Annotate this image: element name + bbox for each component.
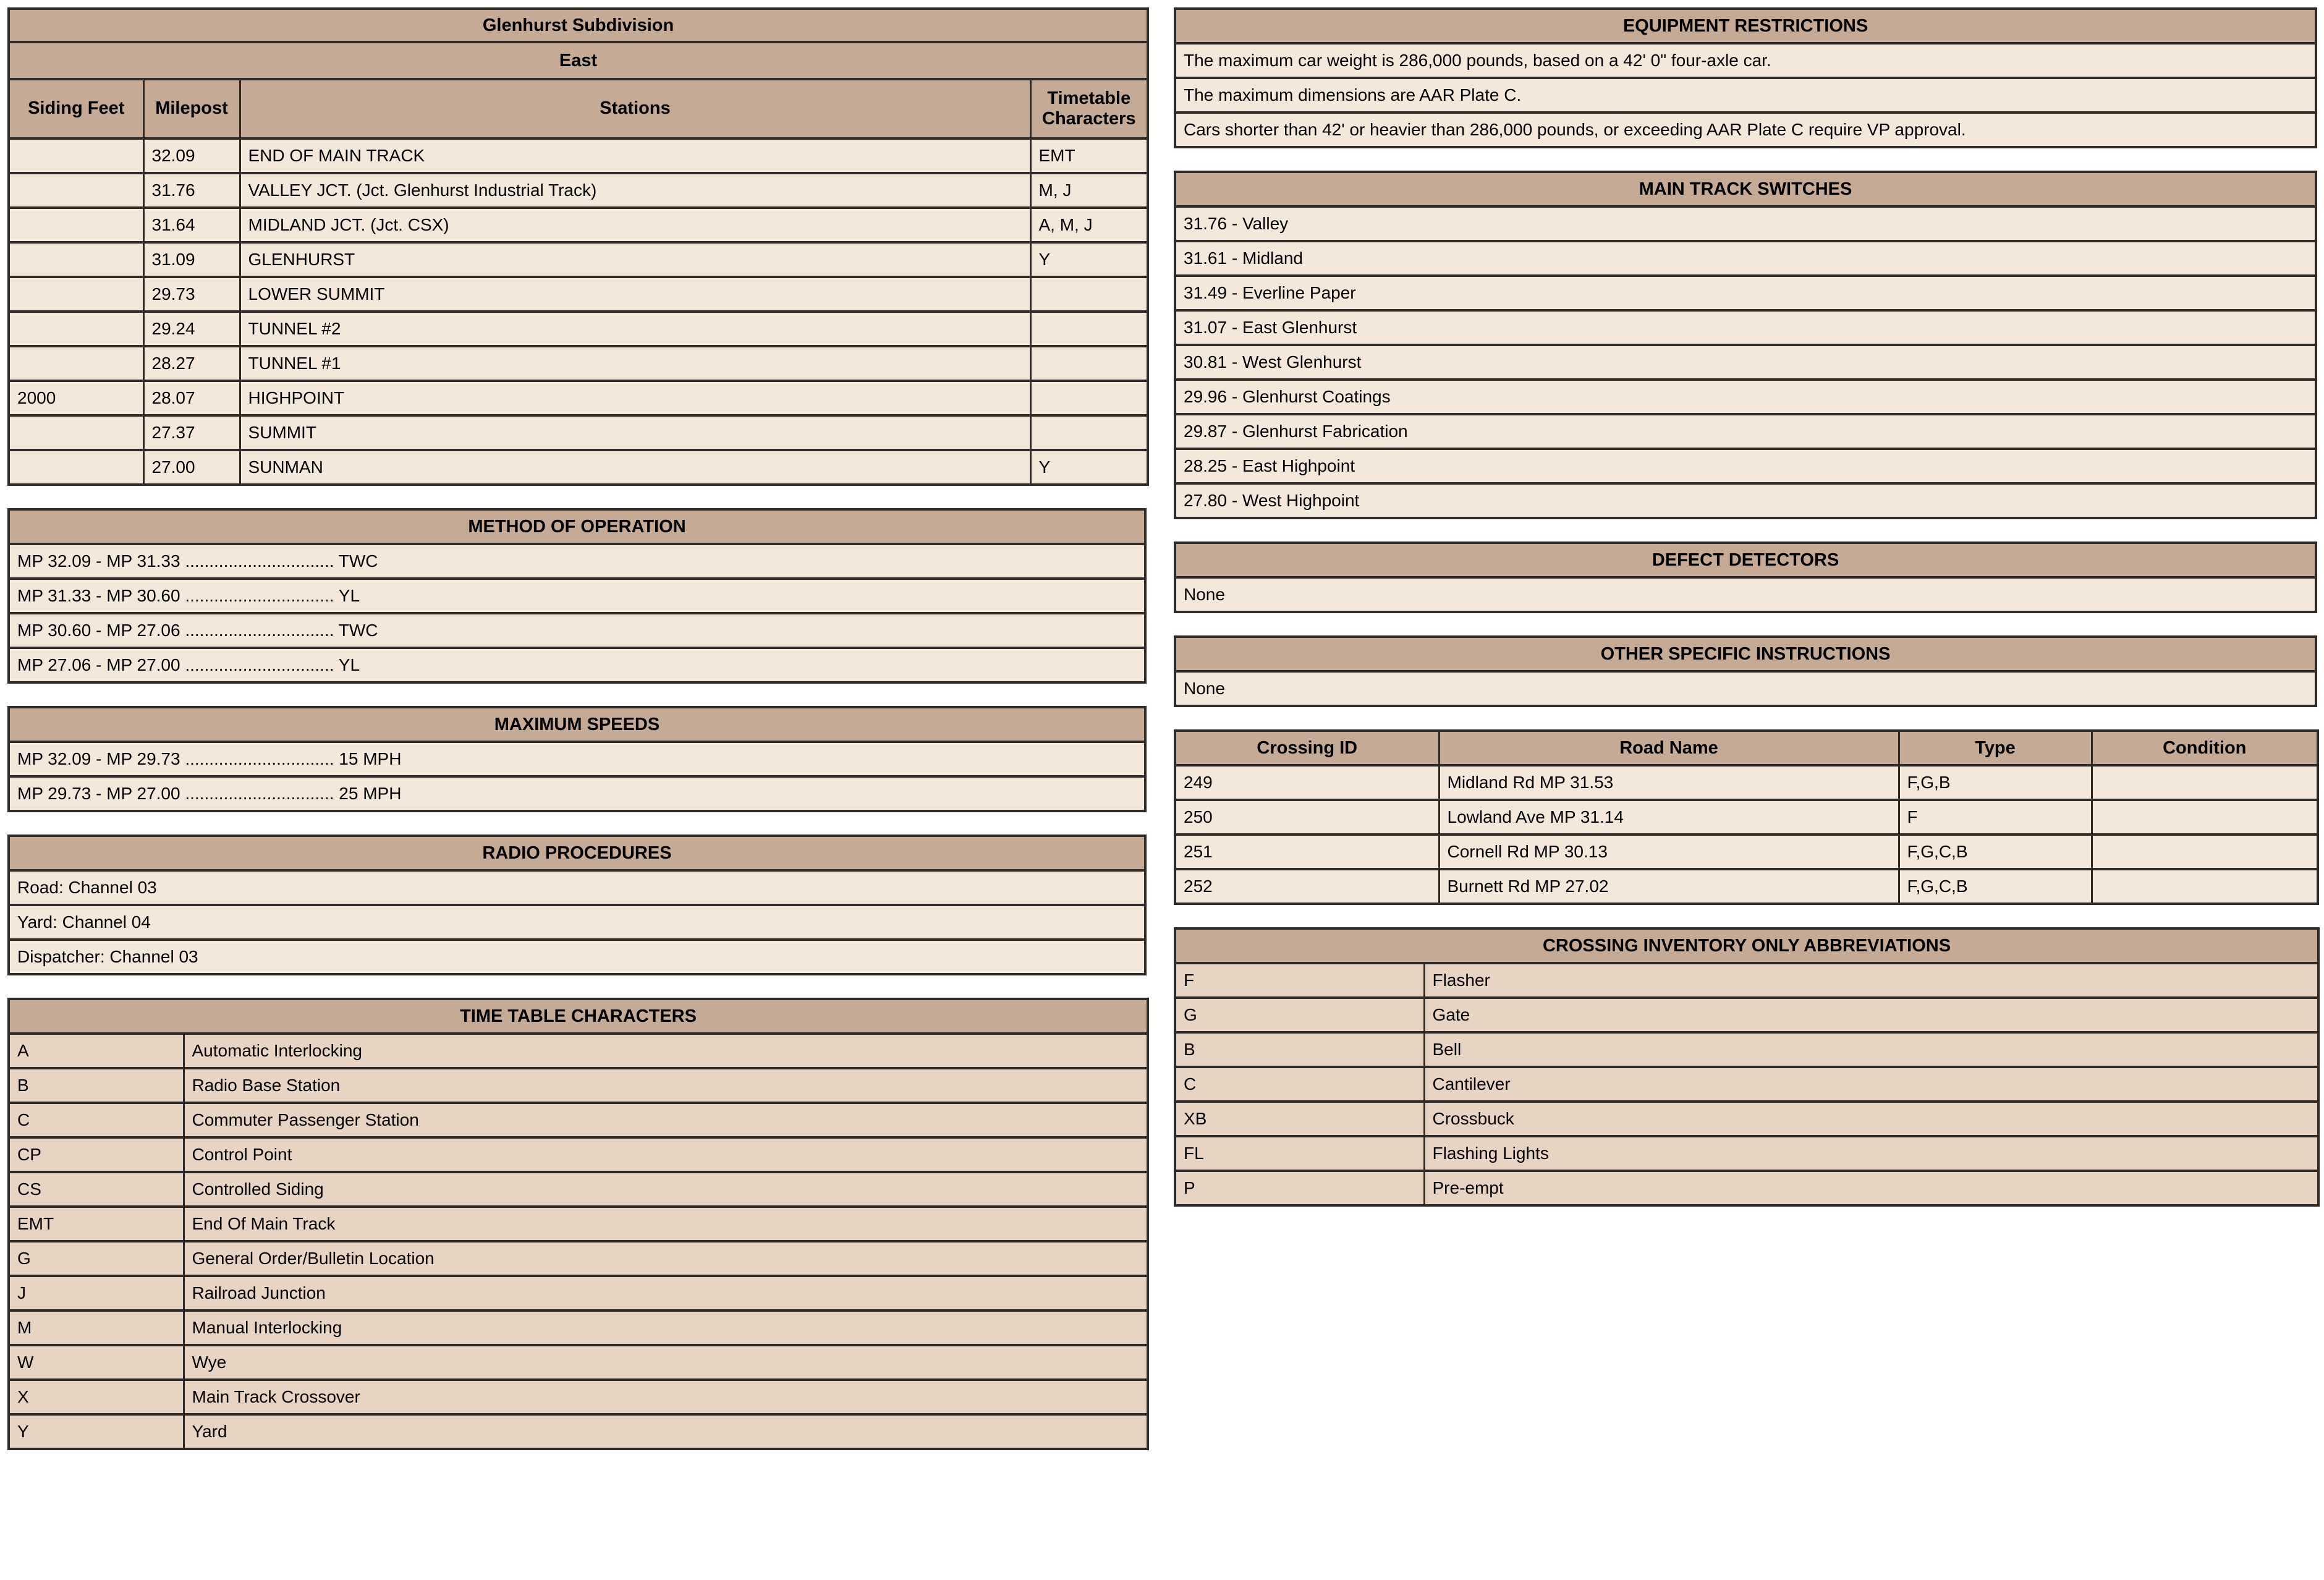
maximum-speed-text: MP 32.09 - MP 29.73 ............................... 15 MPH [9,742,1145,776]
siding-feet-cell [9,415,143,450]
equipment-restriction-text: The maximum car weight is 286,000 pounds, based on a 42' 0" four-axle car. [1175,43,2316,78]
radio-procedure-row [9,870,1145,905]
section-title: EQUIPMENT RESTRICTIONS [1175,9,2316,43]
other-specific-instructions-table [1174,635,2317,707]
milepost-cell: 28.07 [143,381,240,415]
method-of-operation-text: MP 32.09 - MP 31.33 ............................... TWC [9,544,1145,579]
timetable-characters-table [7,998,1149,1450]
station-cell: LOWER SUMMIT [240,277,1030,312]
timetable-character-row [9,1207,1148,1241]
milepost-cell: 29.73 [143,277,240,312]
section-header-row [1175,928,2318,963]
siding-feet-cell [9,242,143,277]
method-of-operation-row [9,544,1145,579]
main-track-switch-row [1175,206,2316,241]
siding-feet-cell: 2000 [9,381,143,415]
character-code-cell: X [9,1380,184,1414]
character-code-cell: C [9,1103,184,1137]
character-meaning-cell: Control Point [184,1137,1148,1172]
station-row [9,173,1148,208]
equipment-restriction-row [1175,43,2316,78]
section-header-row [1175,172,2316,206]
station-row [9,381,1148,415]
road-name-cell: Burnett Rd MP 27.02 [1439,869,1899,904]
crossing-row [1175,765,2318,800]
station-row [9,277,1148,312]
main-track-switch-row [1175,241,2316,276]
station-row [9,242,1148,277]
crossing-type-cell: F,G,C,B [1899,835,2092,869]
abbreviation-code-cell: C [1175,1067,1424,1102]
station-cell: SUMMIT [240,415,1030,450]
abbreviation-meaning-cell: Cantilever [1424,1067,2318,1102]
main-track-switch-row [1175,449,2316,483]
milepost-header: Milepost [143,79,240,138]
equipment-restriction-row [1175,113,2316,147]
method-of-operation-table [7,508,1147,684]
character-code-cell: CP [9,1137,184,1172]
section-header-row [9,707,1145,742]
timetable-character-row [9,1034,1148,1068]
crossing-id-cell: 251 [1175,835,1439,869]
station-cell: HIGHPOINT [240,381,1030,415]
milepost-cell: 27.37 [143,415,240,450]
timetable-characters-cell [1030,415,1148,450]
timetable-character-row [9,1310,1148,1345]
section-header-row [1175,543,2316,577]
crossing-abbreviation-row [1175,1032,2318,1067]
abbreviation-meaning-cell: Pre-empt [1424,1171,2318,1205]
main-track-switch-text: 31.07 - East Glenhurst [1175,310,2316,345]
milepost-cell: 27.00 [143,450,240,485]
character-meaning-cell: Wye [184,1345,1148,1380]
siding-feet-header: Siding Feet [9,79,143,138]
section-title: METHOD OF OPERATION [9,509,1145,544]
main-track-switch-text: 28.25 - East Highpoint [1175,449,2316,483]
radio-procedures-table [7,835,1147,975]
station-cell: TUNNEL #2 [240,312,1030,346]
character-code-cell: M [9,1310,184,1345]
stations-table [7,7,1149,486]
main-track-switch-text: 31.49 - Everline Paper [1175,276,2316,310]
crossing-abbreviation-row [1175,1102,2318,1136]
character-code-cell: W [9,1345,184,1380]
timetable-characters-cell: EMT [1030,138,1148,173]
abbreviation-code-cell: XB [1175,1102,1424,1136]
section-title: OTHER SPECIFIC INSTRUCTIONS [1175,637,2316,671]
abbreviation-meaning-cell: Flasher [1424,963,2318,998]
crossing-condition-cell [2092,835,2318,869]
character-meaning-cell: Commuter Passenger Station [184,1103,1148,1137]
crossing-type-cell: F,G,B [1899,765,2092,800]
abbreviation-meaning-cell: Gate [1424,998,2318,1032]
character-meaning-cell: Railroad Junction [184,1276,1148,1310]
abbreviation-code-cell: F [1175,963,1424,998]
section-title: TIME TABLE CHARACTERS [9,999,1148,1034]
siding-feet-cell [9,173,143,208]
section-header-row [1175,9,2316,43]
main-track-switch-text: 31.61 - Midland [1175,241,2316,276]
crossing-id-header: Crossing ID [1175,731,1439,765]
road-name-cell: Lowland Ave MP 31.14 [1439,800,1899,835]
abbreviation-code-cell: B [1175,1032,1424,1067]
main-track-switch-row [1175,310,2316,345]
main-track-switch-row [1175,345,2316,380]
timetable-character-row [9,1103,1148,1137]
main-track-switch-row [1175,414,2316,449]
abbreviation-meaning-cell: Crossbuck [1424,1102,2318,1136]
crossing-type-cell: F,G,C,B [1899,869,2092,904]
station-cell: END OF MAIN TRACK [240,138,1030,173]
crossing-abbreviations-table [1174,927,2320,1207]
timetable-character-row [9,1137,1148,1172]
other-instruction-row [1175,671,2316,706]
timetable-character-row [9,1345,1148,1380]
main-track-switch-text: 30.81 - West Glenhurst [1175,345,2316,380]
character-code-cell: B [9,1068,184,1103]
milepost-cell: 31.09 [143,242,240,277]
timetable-characters-cell [1030,381,1148,415]
road-name-header: Road Name [1439,731,1899,765]
timetable-character-row [9,1068,1148,1103]
radio-procedure-text: Dispatcher: Channel 03 [9,940,1145,974]
radio-procedure-row [9,940,1145,974]
defect-detector-text: None [1175,577,2316,612]
abbreviation-code-cell: G [1175,998,1424,1032]
timetable-character-row [9,1172,1148,1207]
main-track-switches-table [1174,171,2317,519]
abbreviation-meaning-cell: Flashing Lights [1424,1136,2318,1171]
stations-header: Stations [240,79,1030,138]
crossing-abbreviation-row [1175,963,2318,998]
station-cell: MIDLAND JCT. (Jct. CSX) [240,208,1030,242]
type-header: Type [1899,731,2092,765]
crossing-abbreviation-row [1175,998,2318,1032]
siding-feet-cell [9,277,143,312]
crossing-type-cell: F [1899,800,2092,835]
section-header-row [9,509,1145,544]
section-header-row [1175,637,2316,671]
radio-procedure-text: Yard: Channel 04 [9,905,1145,940]
crossing-condition-cell [2092,869,2318,904]
station-cell: GLENHURST [240,242,1030,277]
method-of-operation-row [9,613,1145,648]
siding-feet-cell [9,450,143,485]
subdivision-title-row [9,9,1148,42]
direction-row [9,42,1148,79]
road-name-cell: Midland Rd MP 31.53 [1439,765,1899,800]
character-meaning-cell: Controlled Siding [184,1172,1148,1207]
timetable-character-row [9,1241,1148,1276]
section-header-row [9,836,1145,870]
station-row [9,138,1148,173]
method-of-operation-text: MP 30.60 - MP 27.06 ............................... TWC [9,613,1145,648]
left-column [7,7,1147,1472]
character-code-cell: A [9,1034,184,1068]
character-meaning-cell: Automatic Interlocking [184,1034,1148,1068]
equipment-restriction-text: The maximum dimensions are AAR Plate C. [1175,78,2316,113]
main-track-switch-row [1175,380,2316,414]
station-row [9,312,1148,346]
main-track-switch-text: 31.76 - Valley [1175,206,2316,241]
defect-detector-row [1175,577,2316,612]
timetable-characters-cell [1030,346,1148,381]
abbreviation-meaning-cell: Bell [1424,1032,2318,1067]
crossing-row [1175,869,2318,904]
character-code-cell: CS [9,1172,184,1207]
character-meaning-cell: End Of Main Track [184,1207,1148,1241]
main-track-switch-row [1175,276,2316,310]
equipment-restrictions-table [1174,7,2317,148]
radio-procedure-text: Road: Channel 03 [9,870,1145,905]
method-of-operation-text: MP 27.06 - MP 27.00 ............................... YL [9,648,1145,682]
station-cell: VALLEY JCT. (Jct. Glenhurst Industrial Track) [240,173,1030,208]
direction-label: East [9,42,1148,79]
station-row [9,208,1148,242]
character-code-cell: Y [9,1414,184,1449]
crossing-id-cell: 252 [1175,869,1439,904]
other-instruction-text: None [1175,671,2316,706]
station-row [9,346,1148,381]
siding-feet-cell [9,312,143,346]
method-of-operation-row [9,579,1145,613]
maximum-speed-text: MP 29.73 - MP 27.00 ............................... 25 MPH [9,776,1145,811]
crossing-id-cell: 250 [1175,800,1439,835]
character-meaning-cell: Main Track Crossover [184,1380,1148,1414]
section-title: MAXIMUM SPEEDS [9,707,1145,742]
crossings-table [1174,729,2319,905]
milepost-cell: 29.24 [143,312,240,346]
crossing-abbreviation-row [1175,1171,2318,1205]
timetable-characters-header: Timetable Characters [1030,79,1148,138]
timetable-characters-cell [1030,312,1148,346]
main-track-switch-text: 27.80 - West Highpoint [1175,483,2316,518]
section-header-row [9,999,1148,1034]
radio-procedure-row [9,905,1145,940]
timetable-characters-cell: Y [1030,450,1148,485]
section-title: RADIO PROCEDURES [9,836,1145,870]
condition-header: Condition [2092,731,2318,765]
right-column [1174,7,2317,1229]
milepost-cell: 28.27 [143,346,240,381]
milepost-cell: 31.64 [143,208,240,242]
main-track-switch-row [1175,483,2316,518]
character-meaning-cell: Radio Base Station [184,1068,1148,1103]
maximum-speeds-table [7,706,1147,812]
abbreviation-code-cell: FL [1175,1136,1424,1171]
timetable-characters-cell [1030,277,1148,312]
siding-feet-cell [9,208,143,242]
timetable-characters-cell: Y [1030,242,1148,277]
siding-feet-cell [9,138,143,173]
crossing-id-cell: 249 [1175,765,1439,800]
defect-detectors-table [1174,542,2317,613]
crossings-header-row [1175,731,2318,765]
subdivision-title: Glenhurst Subdivision [9,9,1148,42]
crossing-row [1175,800,2318,835]
section-title: MAIN TRACK SWITCHES [1175,172,2316,206]
maximum-speed-row [9,776,1145,811]
main-track-switch-text: 29.87 - Glenhurst Fabrication [1175,414,2316,449]
main-track-switch-text: 29.96 - Glenhurst Coatings [1175,380,2316,414]
equipment-restriction-text: Cars shorter than 42' or heavier than 286,000 pounds, or exceeding AAR Plate C require VP approval. [1175,113,2316,147]
timetable-character-row [9,1414,1148,1449]
character-code-cell: G [9,1241,184,1276]
section-title: DEFECT DETECTORS [1175,543,2316,577]
station-cell: SUNMAN [240,450,1030,485]
equipment-restriction-row [1175,78,2316,113]
character-code-cell: J [9,1276,184,1310]
character-meaning-cell: Manual Interlocking [184,1310,1148,1345]
stations-header-row [9,79,1148,138]
section-title: CROSSING INVENTORY ONLY ABBREVIATIONS [1175,928,2318,963]
abbreviation-code-cell: P [1175,1171,1424,1205]
milepost-cell: 32.09 [143,138,240,173]
character-meaning-cell: Yard [184,1414,1148,1449]
crossing-condition-cell [2092,800,2318,835]
milepost-cell: 31.76 [143,173,240,208]
station-row [9,415,1148,450]
crossing-row [1175,835,2318,869]
maximum-speed-row [9,742,1145,776]
crossing-abbreviation-row [1175,1136,2318,1171]
method-of-operation-row [9,648,1145,682]
station-row [9,450,1148,485]
station-cell: TUNNEL #1 [240,346,1030,381]
crossing-condition-cell [2092,765,2318,800]
timetable-character-row [9,1276,1148,1310]
timetable-characters-cell: A, M, J [1030,208,1148,242]
crossing-abbreviation-row [1175,1067,2318,1102]
timetable-characters-cell: M, J [1030,173,1148,208]
method-of-operation-text: MP 31.33 - MP 30.60 ............................... YL [9,579,1145,613]
timetable-character-row [9,1380,1148,1414]
siding-feet-cell [9,346,143,381]
road-name-cell: Cornell Rd MP 30.13 [1439,835,1899,869]
character-meaning-cell: General Order/Bulletin Location [184,1241,1148,1276]
character-code-cell: EMT [9,1207,184,1241]
